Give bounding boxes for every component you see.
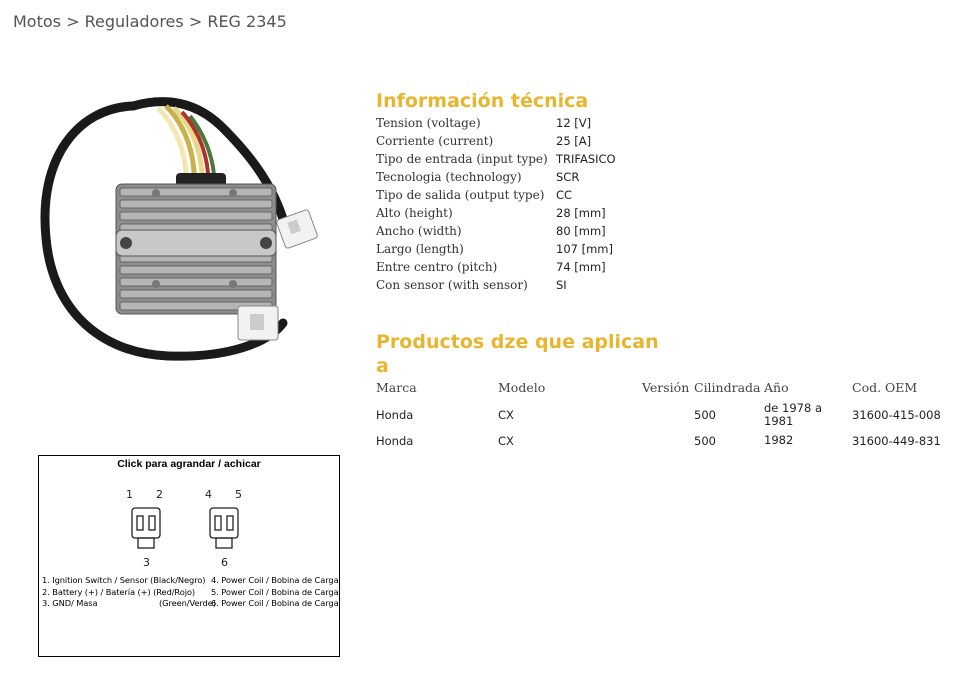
cell-oem: 31600-415-008 xyxy=(852,408,941,422)
col-cilindrada: Cilindrada xyxy=(694,380,761,395)
col-anio: Año xyxy=(764,380,789,395)
legend-item-2: 2. Battery (+) / Batería (+) (Red/Rojo) xyxy=(42,587,196,597)
spec-value: SI xyxy=(556,278,567,292)
legend-item-6: 6. Power Coil / Bobina de Carga xyxy=(211,598,339,608)
spec-value: SCR xyxy=(556,170,580,184)
legend-item-3-color: (Green/Verde) xyxy=(159,598,216,608)
apps-title-line2: a xyxy=(376,355,389,377)
spec-label: Ancho (width) xyxy=(376,224,462,238)
breadcrumb xyxy=(13,12,287,31)
col-oem: Cod. OEM xyxy=(852,380,918,395)
spec-value: 28 [mm] xyxy=(556,206,606,220)
spec-label: Tecnologia (technology) xyxy=(376,170,522,184)
pin-label-3: 3 xyxy=(143,556,150,569)
spec-value: 74 [mm] xyxy=(556,260,606,274)
table-row xyxy=(376,402,956,428)
diagram-caption: Click para agrandar / achicar xyxy=(117,458,261,470)
legend-item-1: 1. Ignition Switch / Sensor (Black/Negro) xyxy=(42,575,206,585)
spec-value: CC xyxy=(556,188,573,202)
applications-header xyxy=(376,380,956,402)
pin-label-4: 4 xyxy=(205,488,212,501)
legend-item-4: 4. Power Coil / Bobina de Carga xyxy=(211,575,339,585)
spec-label: Tension (voltage) xyxy=(376,116,481,130)
apps-title-line1: Productos dze que aplican xyxy=(376,331,659,353)
spec-label: Tipo de entrada (input type) xyxy=(376,152,548,166)
legend-item-3: 3. GND/ Masa xyxy=(42,598,98,608)
applications-table xyxy=(376,380,956,454)
connector-drawing xyxy=(39,456,339,656)
pin-label-6: 6 xyxy=(221,556,228,569)
spec-label: Con sensor (with sensor) xyxy=(376,278,528,292)
pin-label-2: 2 xyxy=(156,488,163,501)
cell-cilindrada: 500 xyxy=(694,408,716,422)
cell-marca: Honda xyxy=(376,434,414,448)
cell-anio: de 1978 a 1981 xyxy=(764,401,822,428)
breadcrumb-separator: > xyxy=(66,12,80,31)
breadcrumb-current: REG 2345 xyxy=(207,12,287,31)
breadcrumb-motos[interactable]: Motos xyxy=(13,12,61,31)
spec-label: Alto (height) xyxy=(376,206,453,220)
wiring-diagram[interactable] xyxy=(38,455,340,657)
spec-label: Corriente (current) xyxy=(376,134,494,148)
tech-info-title: Información técnica xyxy=(376,90,589,112)
cell-cilindrada: 500 xyxy=(694,434,716,448)
spec-label: Entre centro (pitch) xyxy=(376,260,498,274)
table-row xyxy=(376,428,956,454)
cell-modelo: CX xyxy=(498,408,514,422)
pin-label-5: 5 xyxy=(235,488,242,501)
breadcrumb-separator: > xyxy=(188,12,203,31)
cell-oem: 31600-449-831 xyxy=(852,434,941,448)
col-modelo: Modelo xyxy=(498,380,546,395)
col-marca: Marca xyxy=(376,380,417,395)
spec-value: TRIFASICO xyxy=(556,152,616,166)
cell-modelo: CX xyxy=(498,434,514,448)
cell-anio: 1982 xyxy=(764,433,794,447)
spec-label: Tipo de salida (output type) xyxy=(376,188,545,202)
product-image[interactable] xyxy=(38,88,338,368)
pin-label-1: 1 xyxy=(126,488,133,501)
breadcrumb-reguladores[interactable]: Reguladores xyxy=(84,12,184,31)
spec-value: 25 [A] xyxy=(556,134,592,148)
spec-value: 107 [mm] xyxy=(556,242,613,256)
cell-marca: Honda xyxy=(376,408,414,422)
spec-value: 12 [V] xyxy=(556,116,592,130)
col-version: Versión xyxy=(642,380,690,395)
apps-title xyxy=(376,330,659,378)
spec-value: 80 [mm] xyxy=(556,224,606,238)
spec-label: Largo (length) xyxy=(376,242,464,256)
legend-item-5: 5. Power Coil / Bobina de Carga xyxy=(211,587,339,597)
